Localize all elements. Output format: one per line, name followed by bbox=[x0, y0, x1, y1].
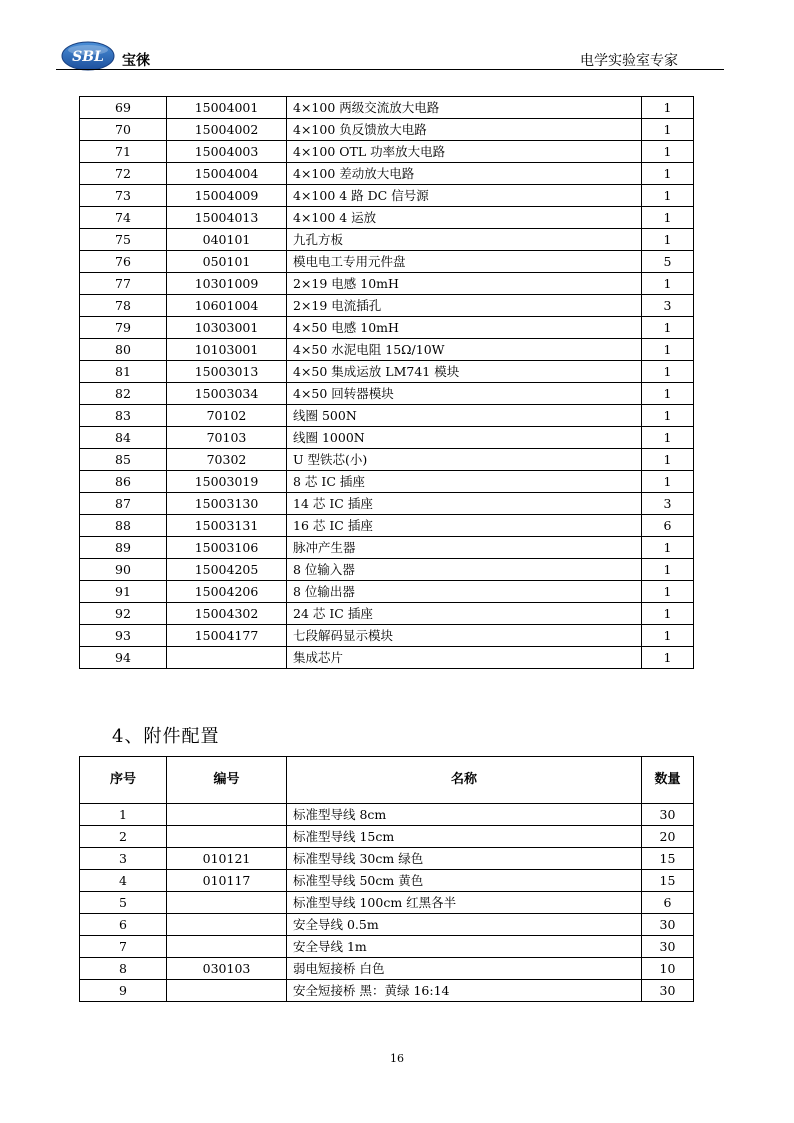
cell-quantity: 30 bbox=[642, 936, 694, 958]
cell-code: 70103 bbox=[167, 427, 287, 449]
cell-index: 93 bbox=[80, 625, 167, 647]
cell-code: 15004177 bbox=[167, 625, 287, 647]
section-heading: 4、附件配置 bbox=[112, 726, 220, 747]
cell-index: 90 bbox=[80, 559, 167, 581]
cell-index: 94 bbox=[80, 647, 167, 669]
cell-code bbox=[167, 647, 287, 669]
table-row bbox=[80, 251, 694, 273]
table-row bbox=[80, 980, 694, 1002]
table-row bbox=[80, 515, 694, 537]
cell-code: 15003034 bbox=[167, 383, 287, 405]
cell-code: 15004003 bbox=[167, 141, 287, 163]
table-row bbox=[80, 603, 694, 625]
cell-code: 15003131 bbox=[167, 515, 287, 537]
page-header bbox=[56, 38, 724, 72]
table-row bbox=[80, 229, 694, 251]
cell-name: 4×50 回转器模块 bbox=[287, 383, 642, 405]
cell-quantity: 3 bbox=[642, 493, 694, 515]
table-row bbox=[80, 361, 694, 383]
table-row bbox=[80, 295, 694, 317]
table-row bbox=[80, 493, 694, 515]
cell-index: 89 bbox=[80, 537, 167, 559]
table-row bbox=[80, 826, 694, 848]
cell-index: 70 bbox=[80, 119, 167, 141]
header-divider bbox=[56, 69, 724, 70]
cell-name: 标准型导线 100cm 红黑各半 bbox=[287, 892, 642, 914]
cell-name: 标准型导线 50cm 黄色 bbox=[287, 870, 642, 892]
cell-index: 82 bbox=[80, 383, 167, 405]
cell-index: 78 bbox=[80, 295, 167, 317]
table-row bbox=[80, 848, 694, 870]
header-cell-index: 序号 bbox=[80, 757, 167, 804]
cell-quantity: 15 bbox=[642, 870, 694, 892]
header-cell-code: 编号 bbox=[167, 757, 287, 804]
cell-name: 14 芯 IC 插座 bbox=[287, 493, 642, 515]
cell-code: 15003130 bbox=[167, 493, 287, 515]
cell-quantity: 1 bbox=[642, 317, 694, 339]
cell-index: 2 bbox=[80, 826, 167, 848]
logo-text: SBL bbox=[72, 49, 104, 65]
table-row bbox=[80, 958, 694, 980]
cell-name: 模电电工专用元件盘 bbox=[287, 251, 642, 273]
table-row bbox=[80, 581, 694, 603]
table-row bbox=[80, 405, 694, 427]
table-row bbox=[80, 163, 694, 185]
cell-name: 4×50 电感 10mH bbox=[287, 317, 642, 339]
table-row bbox=[80, 185, 694, 207]
cell-name: 线圈 1000N bbox=[287, 427, 642, 449]
cell-code: 15003013 bbox=[167, 361, 287, 383]
cell-index: 87 bbox=[80, 493, 167, 515]
cell-name: 2×19 电流插孔 bbox=[287, 295, 642, 317]
cell-code: 15004004 bbox=[167, 163, 287, 185]
cell-code: 010121 bbox=[167, 848, 287, 870]
table-header-row bbox=[80, 757, 694, 804]
table-row bbox=[80, 119, 694, 141]
cell-quantity: 1 bbox=[642, 97, 694, 119]
table-row bbox=[80, 892, 694, 914]
table-row bbox=[80, 625, 694, 647]
cell-code: 10601004 bbox=[167, 295, 287, 317]
cell-index: 83 bbox=[80, 405, 167, 427]
cell-code: 15003019 bbox=[167, 471, 287, 493]
cell-quantity: 1 bbox=[642, 383, 694, 405]
header-tagline: 电学实验室专家 bbox=[580, 53, 678, 69]
cell-quantity: 5 bbox=[642, 251, 694, 273]
cell-index: 79 bbox=[80, 317, 167, 339]
sbl-logo bbox=[61, 41, 115, 71]
cell-index: 9 bbox=[80, 980, 167, 1002]
cell-code: 15004009 bbox=[167, 185, 287, 207]
cell-code: 15004002 bbox=[167, 119, 287, 141]
cell-quantity: 1 bbox=[642, 119, 694, 141]
cell-code bbox=[167, 936, 287, 958]
cell-index: 5 bbox=[80, 892, 167, 914]
cell-index: 69 bbox=[80, 97, 167, 119]
cell-code: 10301009 bbox=[167, 273, 287, 295]
cell-index: 71 bbox=[80, 141, 167, 163]
equipment-table bbox=[79, 96, 694, 669]
cell-name: 2×19 电感 10mH bbox=[287, 273, 642, 295]
cell-code bbox=[167, 804, 287, 826]
cell-index: 1 bbox=[80, 804, 167, 826]
cell-index: 75 bbox=[80, 229, 167, 251]
cell-name: 安全导线 0.5m bbox=[287, 914, 642, 936]
header-cell-quantity: 数量 bbox=[642, 757, 694, 804]
table-row bbox=[80, 647, 694, 669]
cell-code: 70102 bbox=[167, 405, 287, 427]
table-row bbox=[80, 97, 694, 119]
cell-name: 4×100 OTL 功率放大电路 bbox=[287, 141, 642, 163]
table-row bbox=[80, 339, 694, 361]
cell-name: 安全导线 1m bbox=[287, 936, 642, 958]
cell-name: 4×50 水泥电阻 15Ω/10W bbox=[287, 339, 642, 361]
table-row bbox=[80, 537, 694, 559]
cell-code: 010117 bbox=[167, 870, 287, 892]
cell-name: 8 位输入器 bbox=[287, 559, 642, 581]
cell-code bbox=[167, 914, 287, 936]
table-row bbox=[80, 804, 694, 826]
cell-code bbox=[167, 892, 287, 914]
cell-index: 91 bbox=[80, 581, 167, 603]
cell-quantity: 1 bbox=[642, 537, 694, 559]
cell-code: 15004001 bbox=[167, 97, 287, 119]
cell-name: 8 芯 IC 插座 bbox=[287, 471, 642, 493]
cell-quantity: 1 bbox=[642, 581, 694, 603]
cell-name: 安全短接桥 黑：黄绿 16:14 bbox=[287, 980, 642, 1002]
cell-name: 4×50 集成运放 LM741 模块 bbox=[287, 361, 642, 383]
cell-code: 040101 bbox=[167, 229, 287, 251]
cell-name: 九孔方板 bbox=[287, 229, 642, 251]
cell-name: 24 芯 IC 插座 bbox=[287, 603, 642, 625]
cell-index: 76 bbox=[80, 251, 167, 273]
cell-quantity: 1 bbox=[642, 229, 694, 251]
cell-quantity: 1 bbox=[642, 625, 694, 647]
cell-index: 85 bbox=[80, 449, 167, 471]
cell-index: 77 bbox=[80, 273, 167, 295]
cell-quantity: 1 bbox=[642, 141, 694, 163]
cell-name: 4×100 4 运放 bbox=[287, 207, 642, 229]
table-row bbox=[80, 273, 694, 295]
table-row bbox=[80, 449, 694, 471]
cell-quantity: 6 bbox=[642, 515, 694, 537]
cell-code: 10303001 bbox=[167, 317, 287, 339]
cell-code: 15004206 bbox=[167, 581, 287, 603]
cell-quantity: 1 bbox=[642, 207, 694, 229]
brand-name: 宝徕 bbox=[122, 53, 150, 69]
cell-quantity: 1 bbox=[642, 449, 694, 471]
cell-quantity: 1 bbox=[642, 427, 694, 449]
cell-quantity: 1 bbox=[642, 361, 694, 383]
cell-name: 标准型导线 8cm bbox=[287, 804, 642, 826]
cell-name: 标准型导线 30cm 绿色 bbox=[287, 848, 642, 870]
page-number: 16 bbox=[390, 1052, 404, 1065]
cell-name: 4×100 负反馈放大电路 bbox=[287, 119, 642, 141]
cell-quantity: 1 bbox=[642, 603, 694, 625]
cell-index: 6 bbox=[80, 914, 167, 936]
cell-code: 050101 bbox=[167, 251, 287, 273]
cell-index: 7 bbox=[80, 936, 167, 958]
cell-name: U 型铁芯(小) bbox=[287, 449, 642, 471]
cell-name: 4×100 两级交流放大电路 bbox=[287, 97, 642, 119]
table-row bbox=[80, 427, 694, 449]
table-row bbox=[80, 914, 694, 936]
cell-name: 4×100 4 路 DC 信号源 bbox=[287, 185, 642, 207]
cell-index: 80 bbox=[80, 339, 167, 361]
cell-name: 脉冲产生器 bbox=[287, 537, 642, 559]
cell-index: 88 bbox=[80, 515, 167, 537]
cell-quantity: 1 bbox=[642, 163, 694, 185]
table-row bbox=[80, 383, 694, 405]
cell-code: 70302 bbox=[167, 449, 287, 471]
accessories-table bbox=[79, 756, 694, 1002]
cell-index: 8 bbox=[80, 958, 167, 980]
cell-name: 8 位输出器 bbox=[287, 581, 642, 603]
cell-quantity: 1 bbox=[642, 647, 694, 669]
cell-code: 10103001 bbox=[167, 339, 287, 361]
cell-quantity: 3 bbox=[642, 295, 694, 317]
cell-index: 4 bbox=[80, 870, 167, 892]
cell-quantity: 1 bbox=[642, 185, 694, 207]
cell-quantity: 1 bbox=[642, 273, 694, 295]
cell-code: 15004013 bbox=[167, 207, 287, 229]
cell-index: 72 bbox=[80, 163, 167, 185]
cell-name: 线圈 500N bbox=[287, 405, 642, 427]
cell-quantity: 30 bbox=[642, 980, 694, 1002]
cell-index: 3 bbox=[80, 848, 167, 870]
cell-name: 16 芯 IC 插座 bbox=[287, 515, 642, 537]
cell-name: 弱电短接桥 白色 bbox=[287, 958, 642, 980]
header-cell-name: 名称 bbox=[287, 757, 642, 804]
cell-quantity: 20 bbox=[642, 826, 694, 848]
table-row bbox=[80, 870, 694, 892]
cell-code: 15004205 bbox=[167, 559, 287, 581]
cell-code: 15003106 bbox=[167, 537, 287, 559]
cell-index: 81 bbox=[80, 361, 167, 383]
cell-code: 030103 bbox=[167, 958, 287, 980]
cell-index: 74 bbox=[80, 207, 167, 229]
cell-quantity: 1 bbox=[642, 405, 694, 427]
cell-quantity: 1 bbox=[642, 339, 694, 361]
cell-index: 92 bbox=[80, 603, 167, 625]
table-row bbox=[80, 207, 694, 229]
cell-name: 七段解码显示模块 bbox=[287, 625, 642, 647]
cell-code: 15004302 bbox=[167, 603, 287, 625]
cell-name: 4×100 差动放大电路 bbox=[287, 163, 642, 185]
cell-quantity: 1 bbox=[642, 471, 694, 493]
table-row bbox=[80, 141, 694, 163]
cell-quantity: 30 bbox=[642, 804, 694, 826]
cell-code bbox=[167, 826, 287, 848]
cell-name: 标准型导线 15cm bbox=[287, 826, 642, 848]
cell-quantity: 30 bbox=[642, 914, 694, 936]
cell-quantity: 1 bbox=[642, 559, 694, 581]
table-row bbox=[80, 317, 694, 339]
cell-index: 84 bbox=[80, 427, 167, 449]
cell-index: 86 bbox=[80, 471, 167, 493]
cell-quantity: 10 bbox=[642, 958, 694, 980]
table-row bbox=[80, 559, 694, 581]
cell-quantity: 6 bbox=[642, 892, 694, 914]
table-row bbox=[80, 471, 694, 493]
cell-index: 73 bbox=[80, 185, 167, 207]
cell-name: 集成芯片 bbox=[287, 647, 642, 669]
cell-quantity: 15 bbox=[642, 848, 694, 870]
table-row bbox=[80, 936, 694, 958]
cell-code bbox=[167, 980, 287, 1002]
